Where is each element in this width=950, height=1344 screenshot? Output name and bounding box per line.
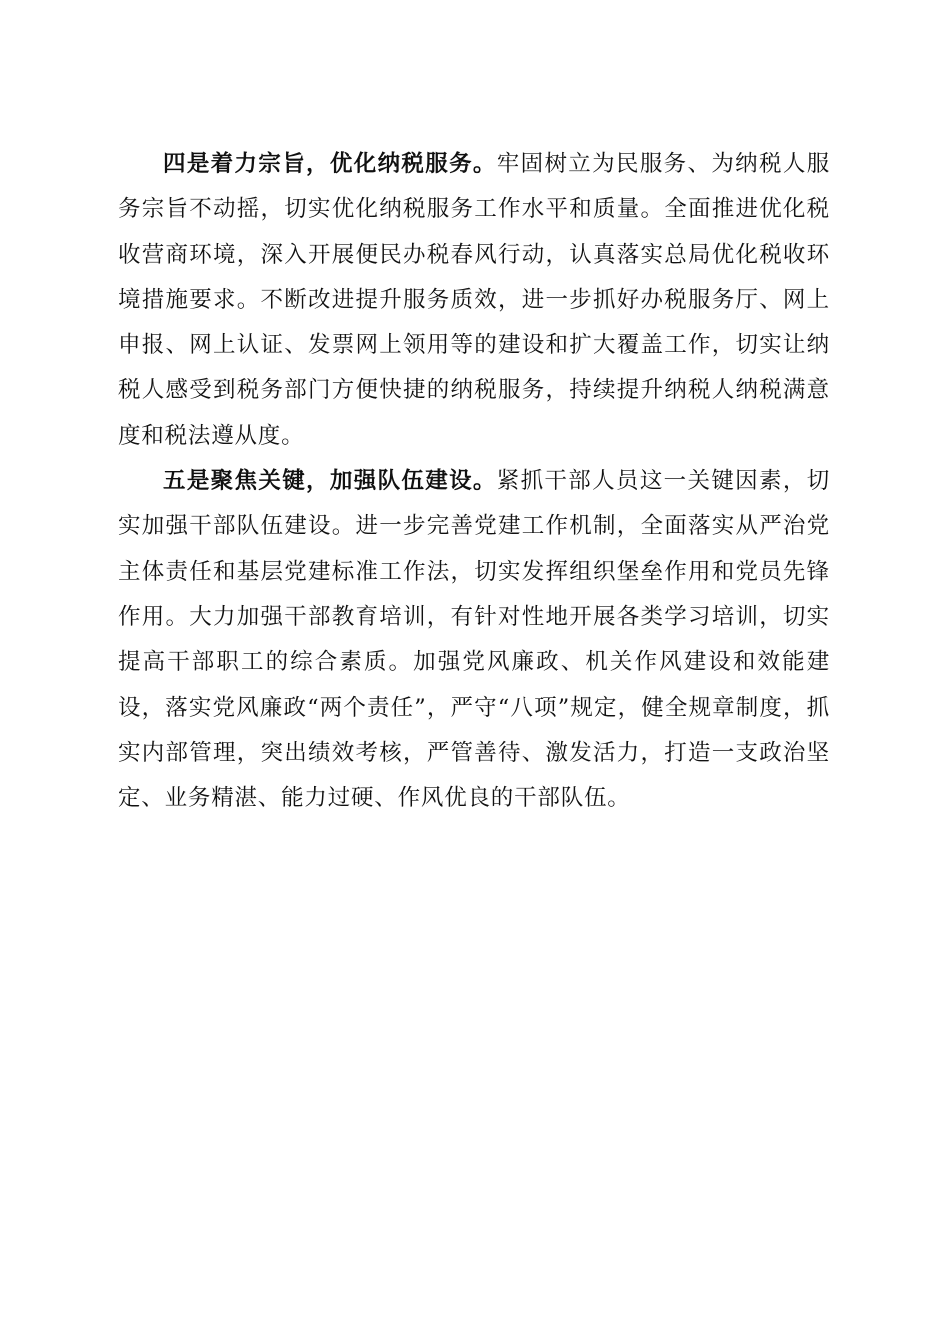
- paragraph-four-body: 牢固树立为民服务、为纳税人服务宗旨不动摇，切实优化纳税服务工作水平和质量。全面推进优化税收营商环境，深入开展便民办税春风行动，认真落实总局优化税收环境措施要求。不断改进提升服务质效，进一步抓好办税服务厅、网上申报、网上认证、发票网上领用等的建设和扩大覆盖工作，切实让纳税人感受到税务部门方便快捷的纳税服务，持续提升纳税人纳税满意度和税法遵从度。: [118, 151, 831, 449]
- paragraph-five-lead: 五是聚焦关键，加强队伍建设。: [163, 468, 497, 495]
- document-body: [118, 142, 830, 821]
- paragraph-five-body: 紧抓干部人员这一关键因素，切实加强干部队伍建设。进一步完善党建工作机制，全面落实从严治党主体责任和基层党建标准工作法，切实发挥组织堡垒作用和党员先锋作用。大力加强干部教育培训，有针对性地开展各类学习培训，切实提高干部职工的综合素质。加强党风廉政、机关作风建设和效能建设，落实党风廉政“两个责任”，严守“八项”规定，健全规章制度，抓实内部管理，突出绩效考核，严管善待、激发活力，打造一支政治坚定、业务精湛、能力过硬、作风优良的干部队伍。: [118, 468, 831, 812]
- paragraph-five: [118, 459, 830, 821]
- paragraph-four-lead: 四是着力宗旨，优化纳税服务。: [163, 151, 497, 177]
- paragraph-four: [118, 142, 830, 459]
